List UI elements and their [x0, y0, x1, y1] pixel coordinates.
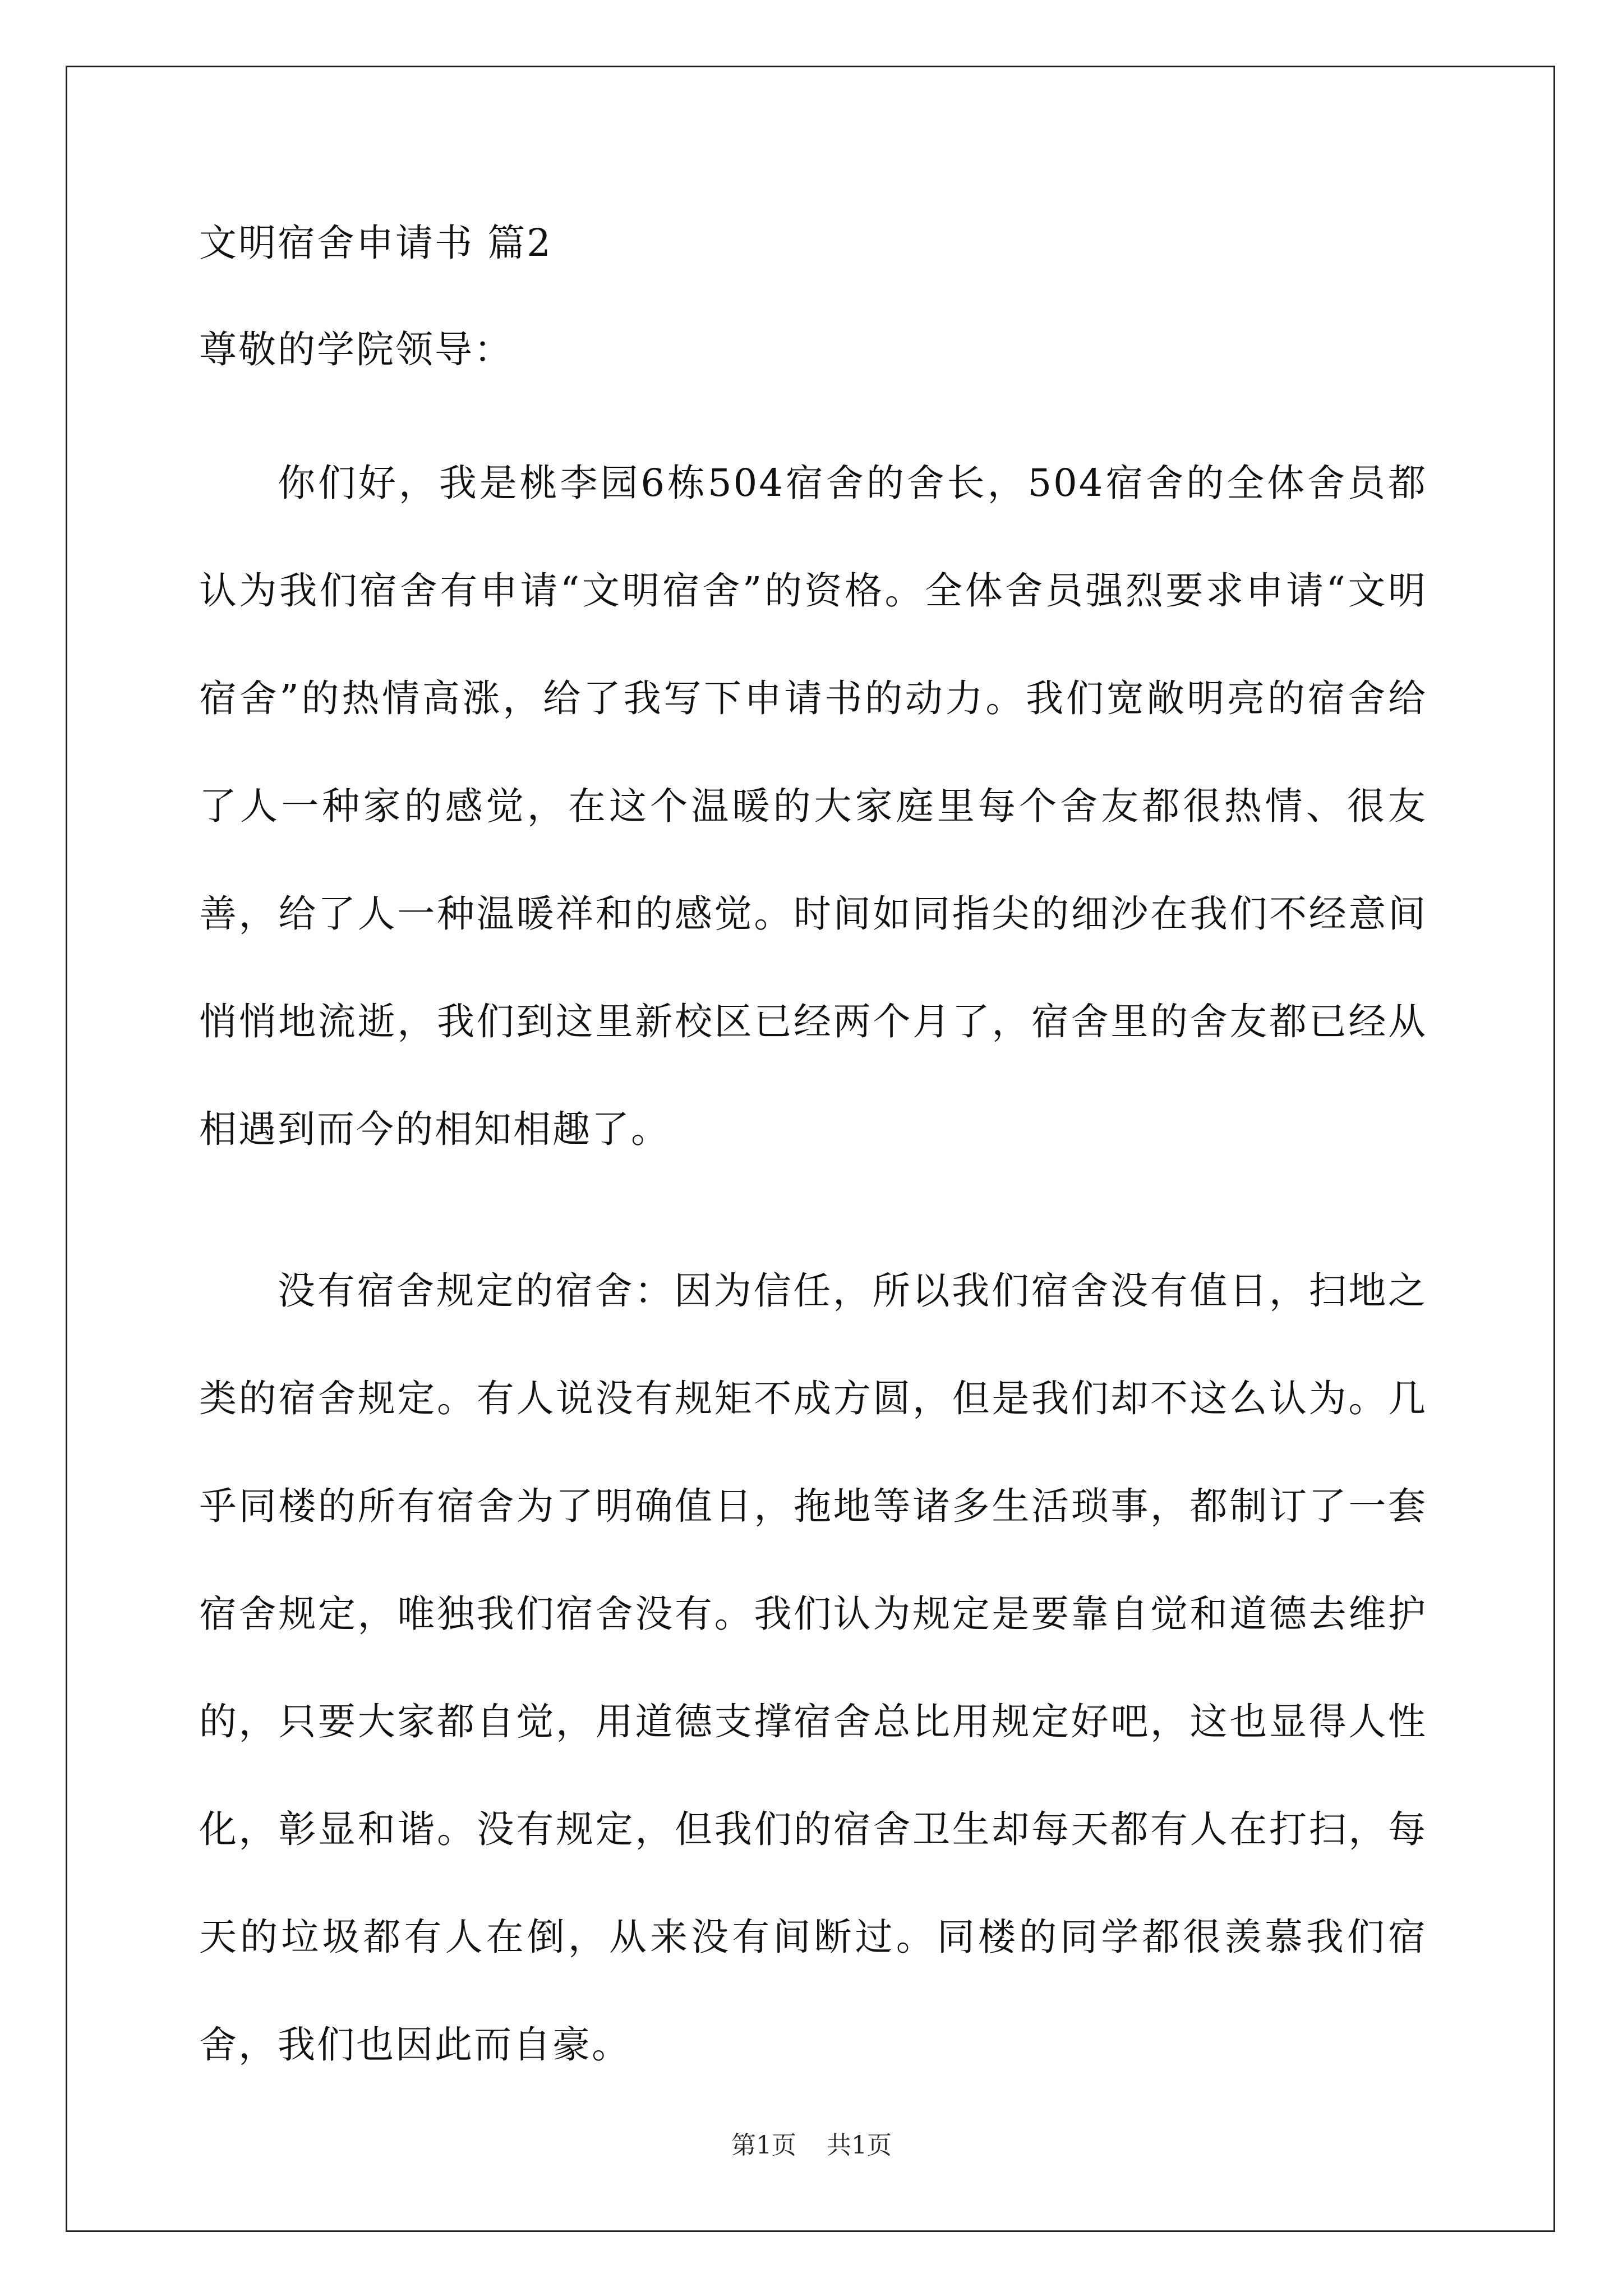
- paragraph-1: 你们好，我是桃李园6栋504宿舍的舍长，504宿舍的全体舍员都认为我们宿舍有申请“文明宿舍”的资格。全体舍员强烈要求申请“文明宿舍”的热情高涨，给了我写下申请书的动力。我们宽敞明亮的宿舍给了人一种家的感觉，在这个温暖的大家庭里每个舍友都很热情、很友善，给了人一种温暖祥和的感觉。时间如同指尖的细沙在我们不经意间悄悄地流逝，我们到这里新校区已经两个月了，宿舍里的舍友都已经从相遇到而今的相知相趣了。: [199, 461, 1427, 1151]
- document-body: [199, 216, 1427, 2099]
- page-footer: [0, 2129, 1623, 2162]
- document-title: 文明宿舍申请书 篇2: [199, 221, 552, 265]
- paragraph-2: 没有宿舍规定的宿舍：因为信任，所以我们宿舍没有值日，扫地之类的宿舍规定。有人说没有规矩不成方圆，但是我们却不这么认为。几乎同楼的所有宿舍为了明确值日，拖地等诸多生活琐事，都制订了一套宿舍规定，唯独我们宿舍没有。我们认为规定是要靠自觉和道德去维护的，只要大家都自觉，用道德支撑宿舍总比用规定好吧，这也显得人性化，彰显和谐。没有规定，但我们的宿舍卫生却每天都有人在打扫，每天的垃圾都有人在倒，从来没有间断过。同楼的同学都很羡慕我们宿舍，我们也因此而自豪。: [199, 1269, 1427, 2067]
- salutation: 尊敬的学院领导：: [199, 328, 513, 371]
- page-number: 第1页: [731, 2131, 796, 2160]
- page-total: 共1页: [827, 2131, 892, 2160]
